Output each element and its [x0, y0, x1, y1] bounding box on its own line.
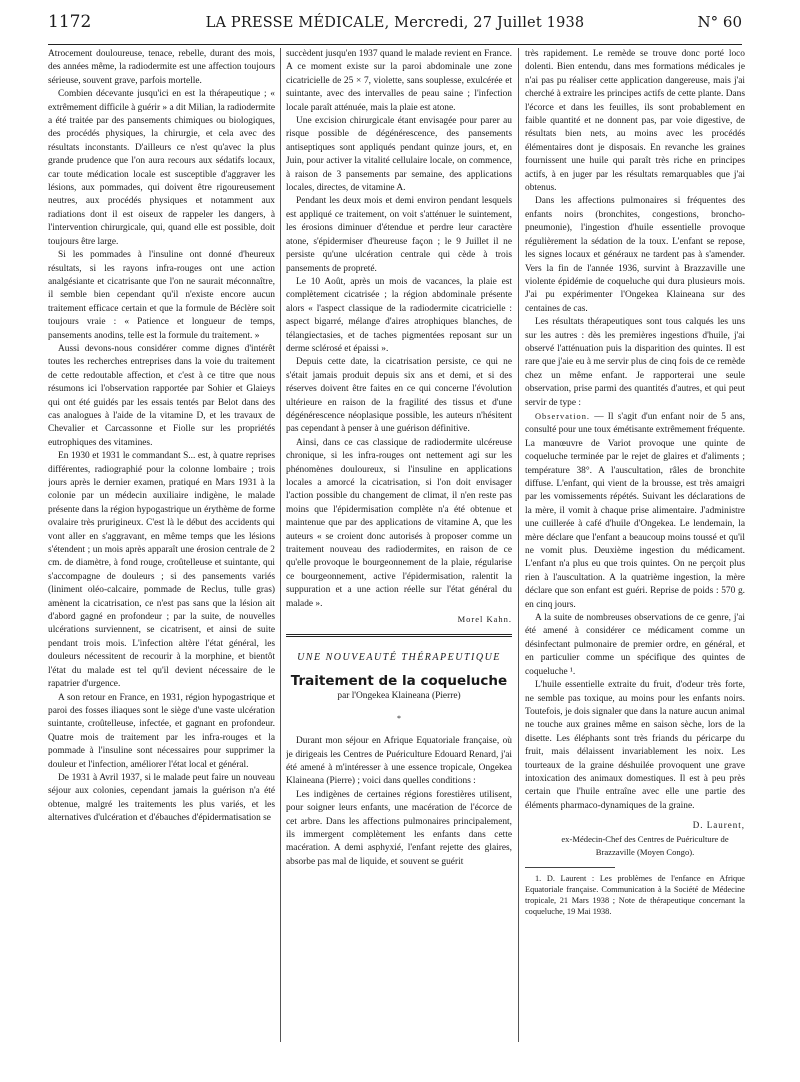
paragraph: De 1931 à Avril 1937, si le malade peut faire un nouveau séjour aux colonies, cependant jamais la guérison n'a été obtenue, malgré les traitements les plus variés, et les alternatives d'ulcération et d'ébauches d'épidermatisation se: [48, 772, 275, 824]
paragraph: Le 10 Août, après un mois de vacances, la plaie est complètement cicatrisée ; la région abdominale présente alors « l'aspect classique de la radiodermite cicatricielle : aspect bigarré, mélange d'aires atrophiques blanches, de télangiectasies, et de taches pigmentées reposant sur un derme sclérosé et épaissi ».: [286, 276, 512, 354]
paragraph: Depuis cette date, la cicatrisation persiste, ce qui ne s'était jamais produit depuis six ans et demi, et si des réserves doivent être faites en ce qui concerne l'évolution ultérieure en raison de la fragilité des tissus et d'une dégénérescence néoplasique possible, les auteurs n'hésitent pas cependant à penser à une guérison définitive.: [286, 357, 512, 435]
author-role: ex-Médecin-Chef des Centres de Puériculture de Brazzaville (Moyen Congo).: [561, 833, 729, 857]
paragraph: A la suite de nombreuses observations de ce genre, j'ai été amené à considérer ce médicament comme un désinfectant pulmonaire de premier ordre, en général, et en particulier comme un spécifique des quintes de coqueluche ¹.: [525, 613, 745, 677]
author-signature: [525, 819, 745, 859]
header-rule: [48, 44, 742, 45]
article-signature: Morel Kahn.: [457, 614, 512, 625]
section-label: UNE NOUVEAUTÉ THÉRAPEUTIQUE: [297, 652, 501, 664]
column-3: [525, 48, 745, 917]
paragraph: L'huile essentielle extraite du fruit, d'odeur très forte, ne semble pas toxique, au moins pour les enfants noirs. Toutefois, je dois signaler que dans la nature aucun animal ne touche aux graines même en saison sèche, lors de la disette. Les éléphants sont très friands du péricarpe du fruit, mais délaissent invariablement les noix. Les tourteaux de la graine déshuilée provoquent une grave intoxication des animaux domestiques. Il est à peu près certain que l'huile entraîne avec elle une partie des éléments pharmaco-dynamiques de la graine.: [525, 680, 745, 811]
paragraph: très rapidement. Le remède se trouve donc porté loco dolenti. Bien entendu, dans mes formations médicales je n'ai pas pu réaliser cette application dangereuse, mais j'ai cherché à extraire les principes actifs de cette plante. Dans l'écorce et dans les feuilles, ils sont probablement en faible quantité et ne donnent pas, par voie digestive, de résultats bien nets, au moins avec les procédés élémentaires dont je disposais. En revanche les graines fournissent une huile qui paraît très riche en principes actifs, à en juger par les résultats remarquables que j'ai obtenus.: [525, 49, 745, 194]
paragraph: Les résultats thérapeutiques sont tous calqués les uns sur les autres : dès les premières ingestions d'huile, j'ai observé l'atténuation puis la disparition des quintes. Il est rare que j'aie eu à me servir plus de cinq fois de ce remède chez un même enfant. Je rapporterai une seule observation, prise parmi des quantités d'autres, et qui peut servir de type :: [525, 317, 745, 408]
paragraph: A son retour en France, en 1931, région hypogastrique et paroi des fosses iliaques sont le siège d'une vaste ulcération suintante, croûtelleuse, infectée, et gagnant en profondeur. Quatre mois de traitement par les infra-rouges et la pommade à l'insuline sont nécessaires pour supprimer la douleur et l'infection, améliorer l'état local et général.: [48, 692, 275, 770]
column-divider: [280, 48, 281, 1042]
page-header: [48, 12, 742, 46]
ornament: *: [397, 713, 401, 723]
paragraph: Une excision chirurgicale étant envisagée pour parer au risque possible de dégénérescence, des pansements antiseptiques sont appliqués pendant quinze jours, et, en Juin, pour activer la vitalité cellulaire locale, on commence, à raison de 3 pansements par semaine, des applications locales, directes, de vitamine A.: [286, 116, 512, 194]
page-number: 1172: [48, 12, 92, 32]
paragraph: Les indigènes de certaines régions forestières utilisent, pour soigner leurs enfants, une macération de l'écorce de cet arbre. Dans les affections pulmonaires principalement, ils immergent complètement les enfants dans cette macération. A demi asphyxié, l'enfant rejette des glaires, absorbe pas mal de liquide, et souvent se guérit: [286, 789, 512, 867]
article-title: Traitement de la coqueluche: [290, 672, 508, 689]
author-name: D. Laurent,: [692, 820, 745, 831]
paragraph: Si les pommades à l'insuline ont donné d'heureux résultats, si les rayons infra-rouges ont une action analgésiante et cicatrisante que l'on ne saurait méconnaître, il semble bien cependant qu'il n'existe encore aucun traitement efficace certain et que la formule de Béclère soit toujours vraie : « Patience et longueur de temps, pansements anodins, telle est la formule du traitement. »: [48, 250, 275, 341]
paragraph: succèdent jusqu'en 1937 quand le malade revient en France. A ce moment existe sur la paroi abdominale une zone cicatricielle de 25 × 7, violette, sans souplesse, exulcérée et suintante, avec des intervalles de peau saine ; l'infection locale paraît atténuée, mais la plaie est atone.: [286, 49, 512, 113]
paragraph: Atrocement douloureuse, tenace, rebelle, durant des mois, des années même, la radiodermite est une affection toujours sérieuse, souvent grave, parfois mortelle.: [48, 49, 275, 86]
running-title: LA PRESSE MÉDICALE, Mercredi, 27 Juillet 1938: [205, 15, 585, 31]
column-2: [286, 48, 512, 869]
footnote-rule: [525, 867, 615, 868]
footnote: 1. D. Laurent : Les problèmes de l'enfance en Afrique Equatoriale française. Communication à la Société de Médecine tropicale, 21 Mars 1938 ; Note de thérapeutique concernant la coqueluche, 19 Mai 1938.: [525, 874, 745, 917]
paragraph: Ainsi, dans ce cas classique de radiodermite ulcéreuse chronique, si les infra-rouges ont nettement agi sur les phénomènes douloureux, si l'insuline en applications locales a amorcé la cicatrisation, si l'on doit envisager l'action possible du changement de climat, il n'en reste pas moins que l'épidermisation complète n'a été obtenue et maintenue que par des applications de vitamine A, que les auteurs « se croient donc autorisés à proposer comme un traitement nouveau des radiodermites, en raison de ce qu'elle provoque le bourgeonnement de la plaie, régularise ce bourgeonnement, active l'épidermisation, ralentit la suppuration et a une action réelle sur l'état général du malade ».: [286, 437, 512, 609]
observation-text: — Il s'agit d'un enfant noir de 5 ans, consulté pour une toux émétisante extrêmement fréquente. La manœuvre de Variot provoque une quinte de coqueluche terminée par le rejet de glaires et d'aliments ; température 38°. A l'auscultation, râles de bronchite diffuse. L'enfant, qui vient de la brousse, est très amaigri par les vomissements répétés. Suivant les déclarations de la mère, il vomit à chaque prise alimentaire. J'administre une cuillerée à café d'huile d'Ongekea. Le lendemain, la mère déclare que l'enfant a beaucoup moins toussé et qu'il ne vomit plus. Deuxième ingestion du médicament. L'enfant n'a plus eu que trois quintes. On ne perçoit plus rien à l'auscultation. A la quatrième ingestion, la mère déclare que son enfant est guéri. Reprise de poids : 570 g. en cinq jours.: [525, 411, 745, 610]
column-1: [48, 48, 275, 826]
paragraph: Aussi devons-nous considérer comme dignes d'intérêt toutes les recherches entreprises dans la voie du traitement de cette redoutable affection, et c'est à ce titre que nous résumons ici l'observation rapportée par Sohier et Glaieys qui ont été guidés par les essais tentés par Belot dans des cas analogues à l'aide de la vitamine D, et les travaux de Chevalier et Carcassonne et Fiolle sur les propriétés eutrophiques des vitamines.: [48, 343, 275, 448]
section-separator: [286, 634, 512, 637]
observation-label: Observation.: [535, 411, 591, 421]
paragraph: Combien décevante jusqu'ici en est la thérapeutique ; « extrêmement difficile à guérir » a dit Milian, la radiodermite a été traitée par des pansements chimiques ou biologiques, des procédés physiques, la chirurgie, et cela avec des résultats inconstants. D'ailleurs ce n'est qu'avec la plus grande prudence que l'on aura recours aux sédatifs locaux, car toute médication locale est susceptible d'aggraver les lésions, aux pommades, qui doivent être rigoureusement neutres, aux procédés physiques et notamment aux radiations dont il est oiseux de rappeler les dangers, à l'intervention chirurgicale, qui, quand elle est possible, doit toujours être large.: [48, 89, 275, 247]
paragraph: Pendant les deux mois et demi environ pendant lesquels est appliqué ce traitement, on voit s'atténuer le suintement, les érosions diminuer d'étendue et perdre leur caractère atone, s'épidermiser d'heureuse façon ; le 9 Juillet il ne persiste qu'une ulcération centrale qui cède à trois pansements de propreté.: [286, 196, 512, 274]
paragraph: Durant mon séjour en Afrique Equatoriale française, où je dirigeais les Centres de Puériculture Edouard Renard, j'ai été amené à m'intéresser à une essence tropicale, Ongekea Klaineana (Pierre) ; voici dans quelles conditions :: [286, 736, 512, 787]
issue-number: N° 60: [697, 13, 742, 31]
article-subtitle: par l'Ongekea Klaineana (Pierre): [337, 691, 461, 702]
paragraph: Dans les affections pulmonaires si fréquentes des enfants noirs (bronchites, congestions, broncho-pneumonie), l'ingestion d'huile essentielle provoque régulièrement la sédation de la toux. L'enfant se repose, les signes locaux et généraux ne tardent pas à s'amender. Vers la fin de l'année 1936, survint à Brazzaville une violente épidémie de coqueluche qui dura plusieurs mois. J'ai pu expérimenter l'Ongekea Klaineana sur des centaines de cas.: [525, 196, 745, 314]
column-divider: [518, 48, 519, 1042]
paragraph: En 1930 et 1931 le commandant S... est, à quatre reprises différentes, radiographié pour la colonne lombaire ; trois jours après le dernier examen, pratiqué en Mars 1931 à la colonie par un médecin auxiliaire indigène, le malade présente dans la région hypogastrique un érythème de forme ovalaire très prurigineux. C'est là le début des accidents qui vont aller en s'aggravant, en même temps que les lésions s'étendent ; un mois après apparaît une érosion centrale de 2 cm. de diamètre, à fond rouge, croûtelleuse et suintante, qui s'accompagne de douleurs ; si des pansements variés (liniment oléo-calcaire, pommade de Reclus, tulle gras) amènent la cicatrisation, ce n'est pas sans que la lésion ait d'abord gagné en profondeur ; par la suite, de nouvelles ulcérations surviennent, se cicatrisent, et ainsi de suite pendant trois mois. L'infection altère l'état général, les douleurs nécessitent de recourir à la morphine, et bientôt l'état du malade est tel qu'il devient nécessaire de le rapatrier d'urgence.: [48, 451, 275, 690]
observation: [525, 410, 745, 612]
